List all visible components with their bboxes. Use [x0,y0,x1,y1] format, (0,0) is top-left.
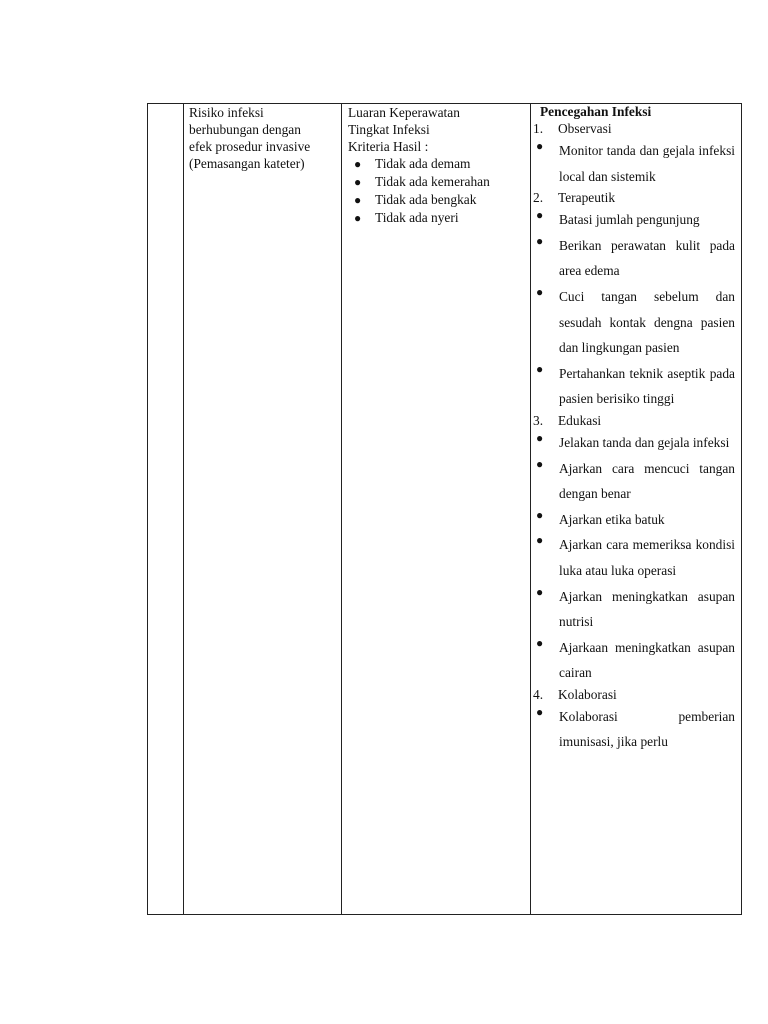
bullet-icon: ● [354,157,362,171]
bullet-icon: ● [536,704,544,719]
bullet-icon: ● [536,139,544,153]
outcome-cell [348,104,528,227]
section-heading: 1. Observasi [533,121,612,136]
bullet-icon: ● [354,211,362,225]
bullet-icon: ● [536,533,544,548]
bullet-icon: ● [536,635,544,650]
diagnosis-line: efek prosedur invasive [189,139,311,154]
list-item: ● Pertahankan teknik aseptik pada pasien berisiko tinggi [536,361,735,407]
list-item: ● Ajarkan cara mencuci tangan dengan benar [536,456,735,502]
list-item: ● Cuci tangan sebelum dan sesudah kontak dengna pasien dan lingkungan pasien [536,284,735,356]
section-heading: 4. Kolaborasi [533,686,617,702]
section-heading: 2. Terapeutik [533,190,616,206]
table-bottom-border [147,914,742,915]
bullet-icon: ● [536,584,544,599]
bullet-icon: ● [536,507,544,522]
bullet-icon: ● [536,284,544,299]
list-item: ● Monitor tanda dan gejala infeksi local dan sistemik [536,139,735,184]
bullet-icon: ● [536,430,544,445]
list-item: ● Ajarkan cara memeriksa kondisi luka atau luka operasi [536,533,735,578]
column-border [341,103,342,915]
column-border [741,103,742,915]
outcome-line: Tingkat Infeksi [348,122,430,137]
diagnosis-cell [189,104,337,172]
bullet-icon: ● [536,233,544,248]
list-item: ● Ajarkaan meningkatkan asupan cairan [536,635,735,681]
column-border [183,103,184,915]
diagnosis-line: (Pemasangan kateter) [189,156,305,171]
list-item: ● Batasi jumlah pengunjung [536,208,700,228]
column-border [147,103,148,915]
intervention-title: Pencegahan Infeksi [540,104,652,119]
list-item: ● Tidak ada demam [354,156,471,171]
section-heading: 3. Edukasi [533,412,602,428]
criteria-list [348,155,528,227]
diagnosis-line: Risiko infeksi [189,105,264,120]
bullet-icon: ● [354,175,362,189]
list-item: ● Tidak ada nyeri [354,210,459,225]
list-item: ● Jelakan tanda dan gejala infeksi [536,430,730,450]
bullet-icon: ● [536,361,544,376]
outcome-line: Kriteria Hasil : [348,139,429,154]
list-item: ● Ajarkan meningkatkan asupan nutrisi [536,584,735,630]
bullet-icon: ● [536,456,544,471]
outcome-line: Luaran Keperawatan [348,105,460,120]
column-border [530,103,531,915]
bullet-icon: ● [536,208,544,223]
diagnosis-line: berhubungan dengan [189,122,301,137]
list-item: ● Tidak ada bengkak [354,192,477,207]
list-item: ● Tidak ada kemerahan [354,174,490,189]
list-item: ● Kolaborasi pemberian imunisasi, jika perlu [536,704,735,750]
bullet-icon: ● [354,193,362,207]
intervention-cell [533,104,736,755]
list-item: ● Berikan perawatan kulit pada area edema [536,233,735,279]
list-item: ● Ajarkan etika batuk [536,507,665,527]
